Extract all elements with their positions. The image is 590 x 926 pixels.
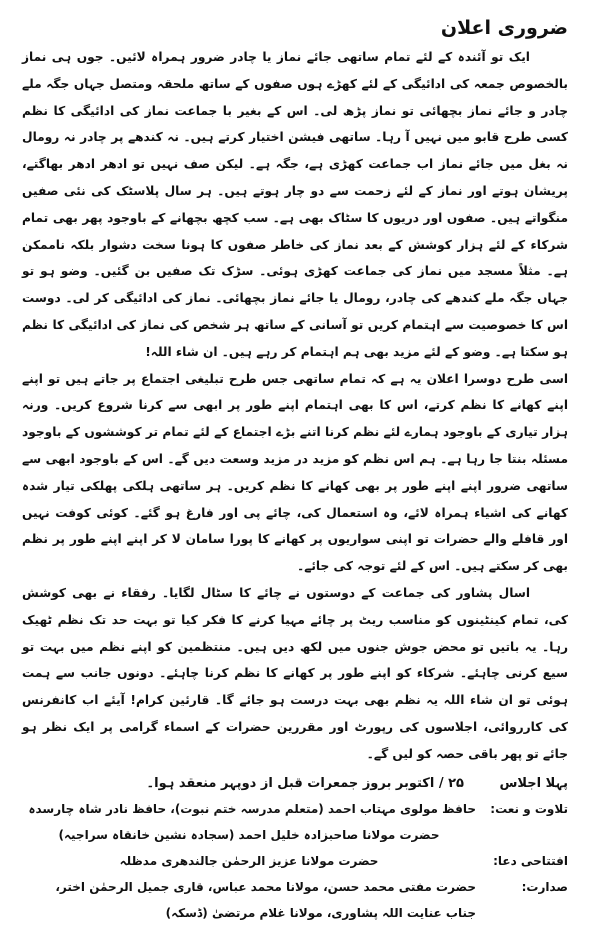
paragraph-prayer-notice: ایک تو آئندہ کے لئے تمام ساتھی جائے نماز یا چادر ضرور ہمراہ لائیں۔ جوں ہی نماز بالخصوص جمعہ کی ادائیگی کے لئے کھڑے ہوں صفوں کے ساتھ ملحقہ ومتصل جہاں جگہ ملے چادر و جائے نماز بچھائی تو نماز پڑھ لی۔ اس کے بغیر با جماعت نماز کی ادائیگی کا نظم کسی طرح قابو میں نہیں آ رہا۔ ساتھی فیشن اختیار کرتے ہیں۔ نہ کندھے پر چادر نہ رومال نہ بغل میں جائے نماز اب جماعت کھڑی ہے، جگہ ہے۔ لیکن صف نہیں تو ادھر ادھر بھاگتے، پریشان ہوتے اور نماز کے لئے زحمت سے دو چار ہوتے ہیں۔ ہر سال پلاسٹک کی نئی صفیں منگواتے ہیں۔ صفوں اور دریوں کا سٹاک بھی ہے۔ سب کچھ بچھانے کے باوجود پھر بھی تمام شرکاء کے لئے ہزار کوشش کے بعد نماز کی خاطر صفوں کا ہونا سخت دشوار بلکہ ناممکن ہے۔ مثلاً مسجد میں نماز کی جماعت کھڑی ہوئی۔ سڑک تک صفیں بن گئیں۔ وضو ہو تو جہاں جگہ ملے کندھے کی چادر، رومال یا جائے نماز بچھائی۔ نماز کی ادائیگی کر لی۔ دوست اس کا خصوصیت سے اہتمام کریں تو آسانی کے ساتھ ہر شخص کی نماز کی ادائیگی کا نظم ہو سکتا ہے۔ وضو کے لئے مزید بھی ہم اہتمام کر رہے ہیں۔ ان شاء اللہ! xyxy=(22,50,568,359)
program-row xyxy=(22,874,568,926)
program-label: افتتاحی دعا: xyxy=(493,853,568,868)
program-row xyxy=(22,822,568,848)
session-program xyxy=(22,796,568,926)
session-date: ۲۵ / اکتوبر بروز جمعرات قبل از دوپہر منعقد ہوا۔ xyxy=(146,775,464,791)
program-label: صدارت: xyxy=(521,879,568,894)
program-value: حضرت مفتی محمد حسن، مولانا محمد عباس، قاری جمیل الرحمٰن اختر، جناب عنایت اللہ پشاوری، مولانا غلام مرتضیٰ (ڈسکہ) xyxy=(55,879,476,920)
program-value: حافظ مولوی مہتاب احمد (متعلم مدرسہ ختم نبوت)، حافظ نادر شاہ چارسدہ xyxy=(28,801,476,816)
paragraph-food-notice: اسی طرح دوسرا اعلان یہ ہے کہ تمام ساتھی جس طرح تبلیغی اجتماع پر جاتے ہیں تو اپنے اپنے کھانے کا نظم کرتے، اس کا بھی اہتمام اپنے طور پر ابھی سے کرنا شروع کریں۔ ورنہ ہزار تیاری کے باوجود ہمارے لئے نظم کرنا اتنے بڑے اجتماع کے لئے تمام تر کوششوں کے باوجود مسئلہ بنتا جا رہا ہے۔ ہم اس نظم کو مزید در مزید وسعت دیں گے۔ اس کے باوجود ابھی سے ساتھی ضرور اپنے اپنے طور پر بھی کھانے کا نظم کریں۔ ہر ساتھی ہلکی پھلکی تیار شدہ کھانے کی اشیاء ہمراہ لائے، وہ استعمال کی، چائے پی اور فارغ ہو گئے۔ کوئی کوفت نہیں اور قافلے والے حضرات تو اپنی سواریوں پر کھانے کا پورا سامان لا کر اپنے اپنے طور پر نظم بھی کر سکتے ہیں۔ اس کے لئے توجہ کی جائے۔ xyxy=(22,371,568,574)
paragraph-tea-stall: اسال پشاور کی جماعت کے دوستوں نے چائے کا سٹال لگایا۔ رفقاء نے بھی کوشش کی، تمام کینٹینوں کو مناسب ریٹ پر چائے مہیا کرنے کا فکر کیا تو بہت حد تک نظم ٹھیک رہا۔ یہ باتیں تو محض جوش جنوں میں لکھ دیں ہیں۔ منتظمین کو اپنے نظم میں بہت تو سیع کرنی چاہئے۔ شرکاء کو اپنے طور پر کھانے کا نظم کرنا چاہئے۔ دونوں جانب سے ہمت ہوئی تو ان شاء اللہ یہ نظم بھی بہت درست ہو جائے گا۔ قارئین کرام! آیئے اب کانفرنس کی کارروائی، اجلاسوں کی رپورٹ اور مقررین حضرات کے اسماء گرامی پر ایک نظر ہو جائے تو پھر باقی حصہ کو لیں گے۔ xyxy=(22,585,568,761)
program-row xyxy=(22,796,568,822)
page-heading: ضروری اعلان xyxy=(440,17,568,39)
session-title: پہلا اجلاس xyxy=(499,775,568,791)
body-text xyxy=(22,44,568,768)
program-label: تلاوت و نعت: xyxy=(490,801,568,816)
program-value: حضرت مولانا صاحبزادہ خلیل احمد (سجادہ نشین خانقاہ سراجیہ) xyxy=(58,827,440,842)
session-header xyxy=(22,772,568,796)
program-row xyxy=(22,848,568,874)
program-value: حضرت مولانا عزیز الرحمٰن جالندھری مدظلہ xyxy=(119,853,379,868)
